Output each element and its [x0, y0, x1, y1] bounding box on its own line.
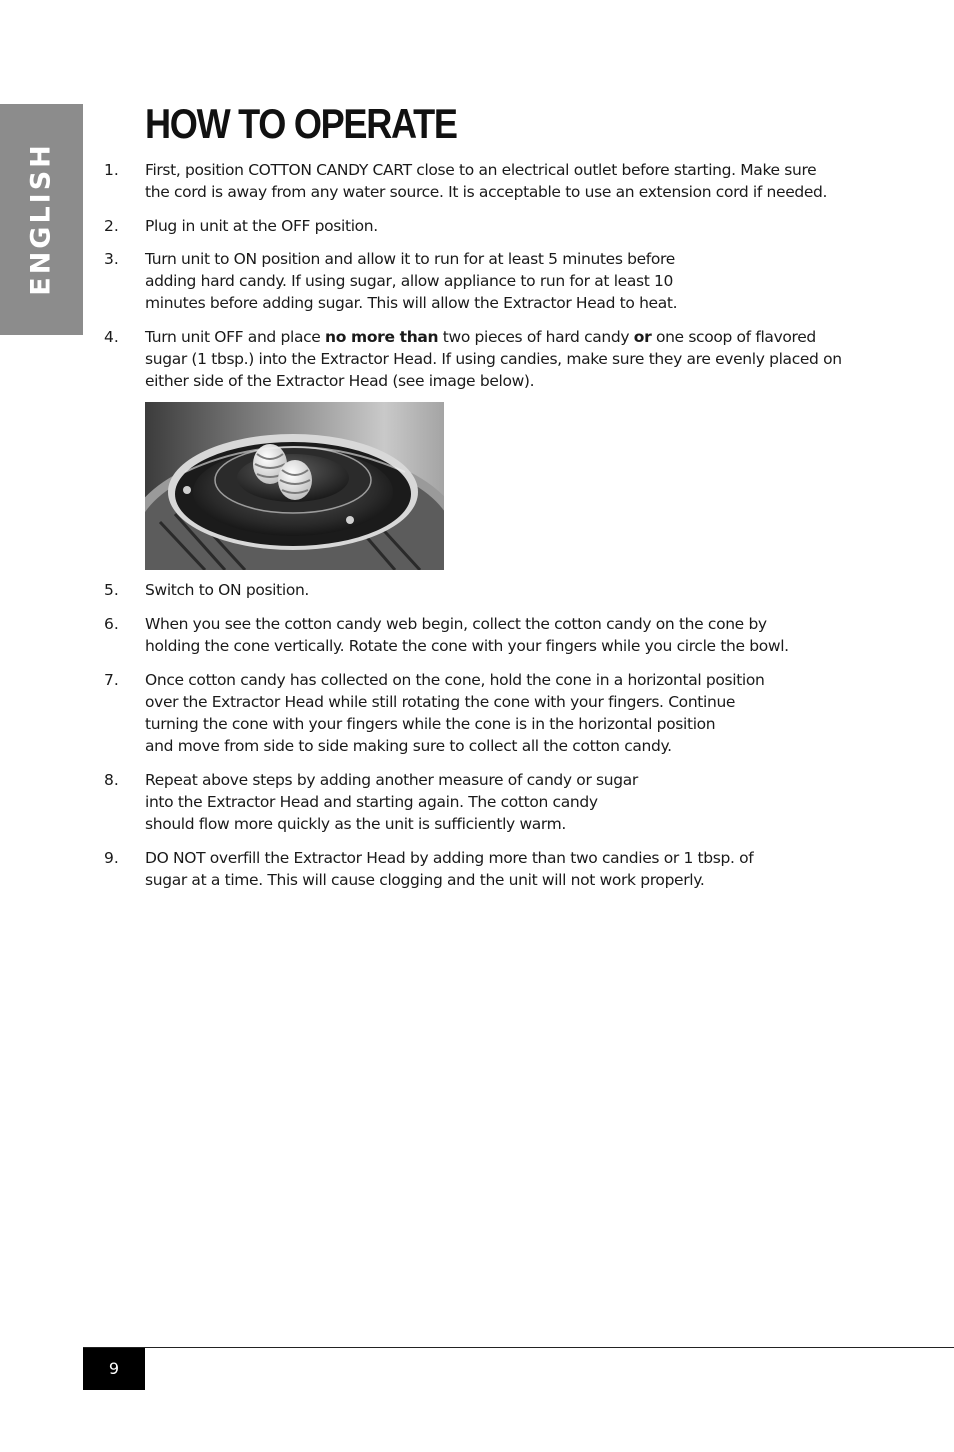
page-title: HOW TO OPERATE — [145, 100, 457, 147]
step-number: 5. — [104, 581, 119, 599]
emphasis-text: or — [633, 328, 652, 346]
footer-rule — [83, 1347, 954, 1348]
language-tab-label: ENGLISH — [25, 142, 57, 296]
step-text — [145, 579, 865, 601]
step-line — [145, 326, 865, 348]
step-line: Turn unit to ON position and allow it to run for at least 5 minutes before — [145, 250, 675, 268]
extractor-head-photo — [145, 402, 444, 570]
step-number: 4. — [104, 328, 119, 346]
step-line: over the Extractor Head while still rotating the cone with your fingers. Continue — [145, 693, 736, 711]
step-line-part: one scoop of flavored — [651, 328, 816, 346]
step-line: should flow more quickly as the unit is sufficiently warm. — [145, 815, 567, 833]
step-line: adding hard candy. If using sugar, allow appliance to run for at least 10 — [145, 272, 674, 290]
step-text — [145, 669, 865, 757]
step-text — [145, 613, 865, 657]
step-line: sugar (1 tbsp.) into the Extractor Head. If using candies, make sure they are evenly placed on — [145, 350, 842, 368]
step-line: sugar at a time. This will cause clogging and the unit will not work properly. — [145, 871, 705, 889]
step-line: either side of the Extractor Head (see image below). — [145, 372, 535, 390]
step-line: turning the cone with your fingers while the cone is in the horizontal position — [145, 715, 716, 733]
step-text — [145, 215, 865, 237]
step-line-part: two pieces of hard candy — [438, 328, 634, 346]
step-number: 1. — [104, 161, 119, 179]
step-line: Repeat above steps by adding another measure of candy or sugar — [145, 771, 638, 789]
step-number: 2. — [104, 217, 119, 235]
step-number: 7. — [104, 671, 119, 689]
step-line: Plug in unit at the OFF position. — [145, 217, 378, 235]
emphasis-text: no more than — [325, 328, 439, 346]
step-line: When you see the cotton candy web begin, collect the cotton candy on the cone by — [145, 615, 767, 633]
step-line: into the Extractor Head and starting again. The cotton candy — [145, 793, 598, 811]
step-line: minutes before adding sugar. This will allow the Extractor Head to heat. — [145, 294, 678, 312]
page-number-box — [83, 1348, 145, 1390]
step-line-part: Turn unit OFF and place — [145, 328, 326, 346]
page-number: 9 — [108, 1359, 120, 1378]
step-line: the cord is away from any water source. It is acceptable to use an extension cord if needed. — [145, 183, 828, 201]
step-line: First, position COTTON CANDY CART close to an electrical outlet before starting. Make sure — [145, 161, 817, 179]
step-text — [145, 248, 865, 314]
step-number: 8. — [104, 771, 119, 789]
step-line: DO NOT overfill the Extractor Head by adding more than two candies or 1 tbsp. of — [145, 849, 754, 867]
extractor-head-illustration — [145, 402, 444, 570]
step-number: 3. — [104, 250, 119, 268]
step-number: 6. — [104, 615, 119, 633]
step-text — [145, 847, 865, 891]
step-line: holding the cone vertically. Rotate the cone with your fingers while you circle the bowl. — [145, 637, 789, 655]
step-text — [145, 159, 865, 203]
step-text — [145, 326, 865, 392]
step-line: and move from side to side making sure to collect all the cotton candy. — [145, 737, 672, 755]
step-line: Switch to ON position. — [145, 581, 310, 599]
step-text — [145, 769, 865, 835]
step-line: Once cotton candy has collected on the cone, hold the cone in a horizontal position — [145, 671, 765, 689]
step-number: 9. — [104, 849, 119, 867]
